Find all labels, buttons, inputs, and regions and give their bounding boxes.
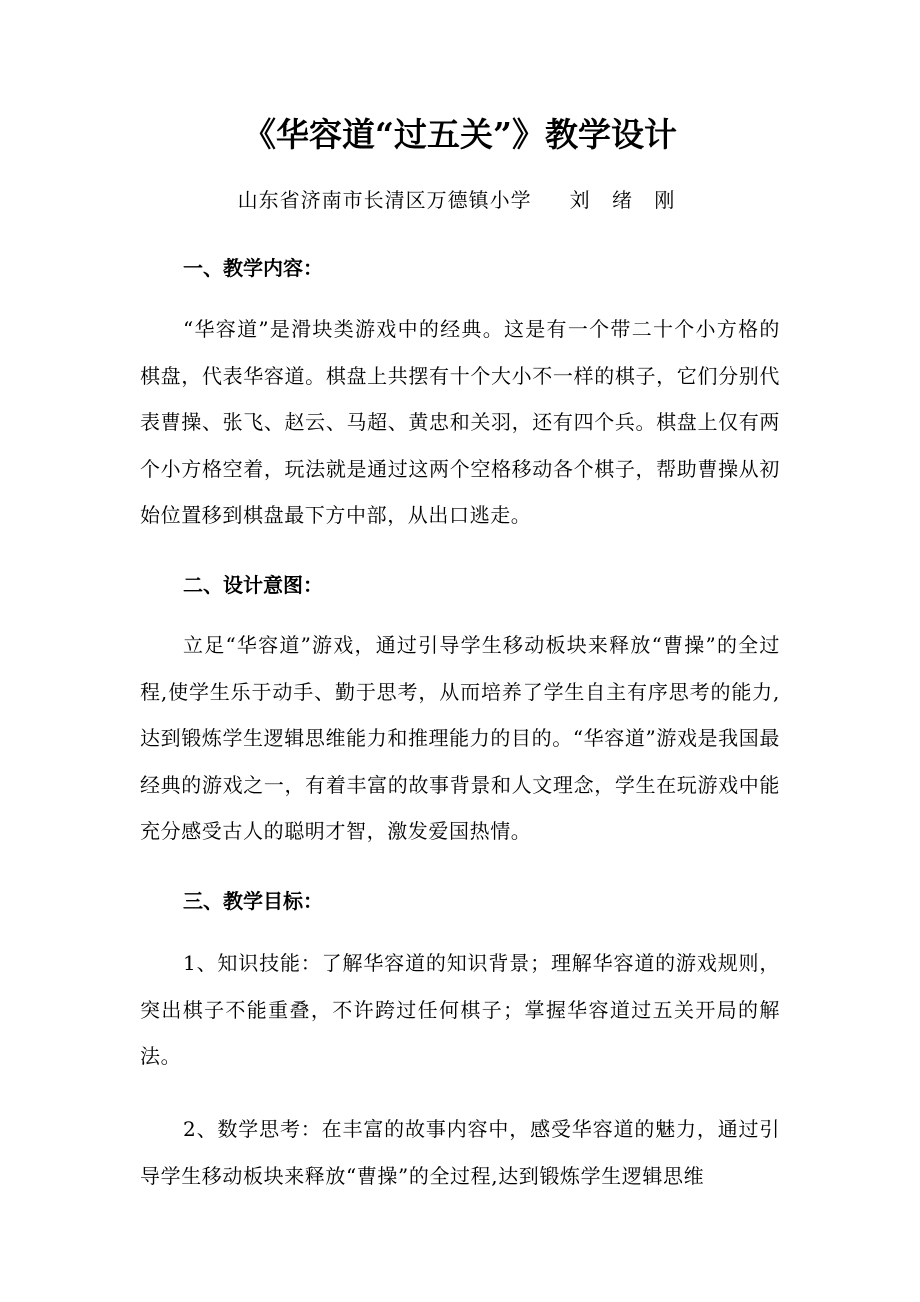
paragraph-design-intent: 立足“华容道”游戏，通过引导学生移动板块来释放“曹操”的全过程,使学生乐于动手、勤于思考，从而培养了学生自主有序思考的能力,达到锻炼学生逻辑思维能力和推理能力的目的。“华容道”游戏是我国最经典的游戏之一，有着丰富的故事背景和人文理念，学生在玩游戏中能充分感受古人的聪明才智，激发爱国热情。 [140,633,780,843]
paragraph-objective-knowledge: 1、知识技能：了解华容道的知识背景；理解华容道的游戏规则，突出棋子不能重叠，不许跨过任何棋子；掌握华容道过五关开局的解法。 [140,951,780,1068]
author-school: 山东省济南市长清区万德镇小学 [237,188,532,212]
author-name: 刘 绪 刚 [569,188,683,212]
section-heading-objectives: 三、教学目标： [183,889,323,913]
paragraph-objective-math-thinking: 2、数学思考：在丰富的故事内容中，感受华容道的魅力，通过引导学生移动板块来释放“曹操”的全过程,达到锻炼学生逻辑思维 [140,1117,780,1188]
section-heading-design-intent: 二、设计意图： [183,573,323,597]
document-title: 《华容道“过五关”》教学设计 [243,115,677,154]
section-heading-content: 一、教学内容： [183,256,323,280]
paragraph-content: “华容道”是滑块类游戏中的经典。这是有一个带二十个小方格的棋盘，代表华容道。棋盘上共摆有十个大小不一样的棋子，它们分别代表曹操、张飞、赵云、马超、黄忠和关羽，还有四个兵。棋盘上仅有两个小方格空着，玩法就是通过这两个空格移动各个棋子，帮助曹操从初始位置移到棋盘最下方中部，从出口逃走。 [140,317,780,527]
author-line [0,182,920,218]
